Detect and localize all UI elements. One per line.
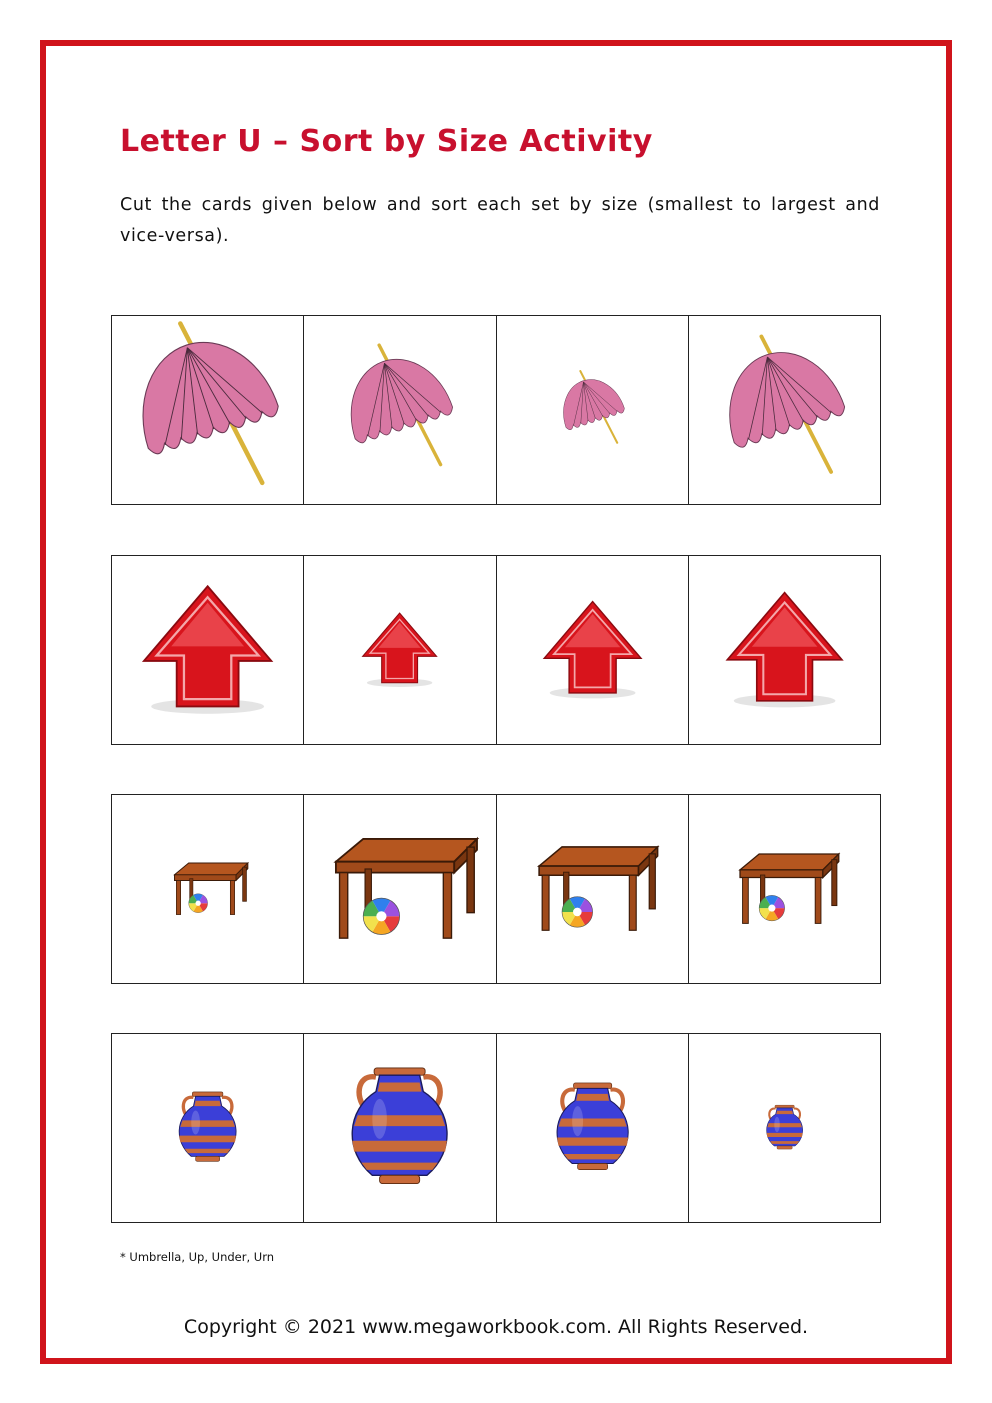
- urn-icon: [689, 1034, 880, 1222]
- up-arrow-icon: [304, 556, 495, 744]
- card-table: [304, 795, 496, 983]
- card-table: [497, 795, 689, 983]
- card-umbrella: [689, 316, 881, 504]
- card-umbrella: [304, 316, 496, 504]
- card-up-arrow: [497, 556, 689, 744]
- up-arrow-icon: [689, 556, 880, 744]
- umbrella-icon: [112, 316, 303, 504]
- up-arrow-icon: [112, 556, 303, 744]
- card-table: [689, 795, 881, 983]
- card-row-urn: [111, 1033, 881, 1223]
- card-umbrella: [112, 316, 304, 504]
- card-up-arrow: [689, 556, 881, 744]
- card-up-arrow: [304, 556, 496, 744]
- card-up-arrow: [112, 556, 304, 744]
- instructions-text: Cut the cards given below and sort each set by size (smallest to largest and vice-versa).: [120, 195, 880, 246]
- urn-icon: [497, 1034, 688, 1222]
- card-row-umbrella: [111, 315, 881, 505]
- up-arrow-icon: [497, 556, 688, 744]
- card-row-table: [111, 794, 881, 984]
- urn-icon: [112, 1034, 303, 1222]
- umbrella-icon: [304, 316, 495, 504]
- copyright-notice: Copyright © 2021 www.megaworkbook.com. All Rights Reserved.: [183, 1316, 809, 1338]
- card-table: [112, 795, 304, 983]
- footnote: * Umbrella, Up, Under, Urn: [120, 1250, 275, 1264]
- card-urn: [497, 1034, 689, 1222]
- card-urn: [112, 1034, 304, 1222]
- card-row-up-arrow: [111, 555, 881, 745]
- card-urn: [689, 1034, 881, 1222]
- card-urn: [304, 1034, 496, 1222]
- card-umbrella: [497, 316, 689, 504]
- table-icon: [304, 795, 495, 983]
- table-icon: [689, 795, 880, 983]
- table-icon: [497, 795, 688, 983]
- umbrella-icon: [497, 316, 688, 504]
- table-icon: [112, 795, 303, 983]
- umbrella-icon: [689, 316, 880, 504]
- urn-icon: [304, 1034, 495, 1222]
- page-title: Letter U – Sort by Size Activity: [120, 124, 653, 159]
